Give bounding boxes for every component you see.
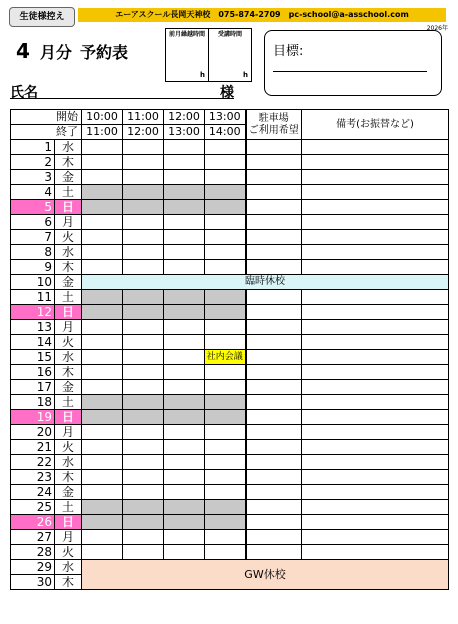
- parking-cell[interactable]: [246, 335, 302, 350]
- parking-cell[interactable]: [246, 245, 302, 260]
- school-info-bar: エーアスクール長岡天神校 075-874-2709 pc-school@a-asschool.com: [78, 8, 446, 22]
- weekday: 日: [55, 305, 82, 320]
- header-row-start: [11, 110, 449, 125]
- day-number: 23: [11, 470, 55, 485]
- slot-cell[interactable]: [123, 350, 164, 365]
- day-number: 5: [11, 200, 55, 215]
- weekday: 金: [55, 380, 82, 395]
- slot-cell: [82, 290, 123, 305]
- slot-cell[interactable]: [123, 320, 164, 335]
- slot-cell[interactable]: [82, 140, 123, 155]
- slot-cell: [164, 500, 205, 515]
- table-row: [11, 350, 449, 365]
- slot-cell[interactable]: [82, 155, 123, 170]
- slot-cell[interactable]: [164, 470, 205, 485]
- notes-cell[interactable]: [302, 185, 449, 200]
- parking-cell[interactable]: [246, 425, 302, 440]
- slot-cell[interactable]: [82, 470, 123, 485]
- day-number: 28: [11, 545, 55, 560]
- slot-end: 14:00: [205, 125, 246, 140]
- slot-cell: [164, 395, 205, 410]
- slot-cell[interactable]: [205, 320, 246, 335]
- slot-cell[interactable]: [123, 155, 164, 170]
- weekday: 月: [55, 215, 82, 230]
- table-row: [11, 470, 449, 485]
- parking-cell[interactable]: [246, 350, 302, 365]
- day-number: 17: [11, 380, 55, 395]
- notes-cell[interactable]: [302, 350, 449, 365]
- slot-cell[interactable]: [123, 365, 164, 380]
- day-number: 22: [11, 455, 55, 470]
- weekday: 水: [55, 140, 82, 155]
- slot-cell[interactable]: [123, 545, 164, 560]
- day-number: 14: [11, 335, 55, 350]
- slot-cell[interactable]: [123, 245, 164, 260]
- carryover-hours-box[interactable]: [165, 28, 209, 82]
- slot-cell[interactable]: [82, 485, 123, 500]
- slot-cell: [205, 185, 246, 200]
- meeting-note: 社内会議: [206, 352, 243, 362]
- slot-cell: [205, 500, 246, 515]
- slot-cell[interactable]: [82, 215, 123, 230]
- day-number: 18: [11, 395, 55, 410]
- notes-cell[interactable]: [302, 365, 449, 380]
- day-number: 4: [11, 185, 55, 200]
- parking-cell[interactable]: [246, 530, 302, 545]
- table-row: [11, 200, 449, 215]
- table-row: [11, 500, 449, 515]
- table-row: [11, 305, 449, 320]
- lesson-hours-box[interactable]: [208, 28, 252, 82]
- end-label: 終了: [11, 125, 82, 140]
- slot-cell[interactable]: [123, 380, 164, 395]
- slot-cell[interactable]: [164, 230, 205, 245]
- slot-cell[interactable]: [82, 320, 123, 335]
- slot-cell: [164, 305, 205, 320]
- slot-cell: [205, 290, 246, 305]
- notes-cell[interactable]: [302, 470, 449, 485]
- slot-cell[interactable]: [123, 455, 164, 470]
- slot-cell[interactable]: [123, 170, 164, 185]
- slot-cell: [123, 200, 164, 215]
- day-number: 12: [11, 305, 55, 320]
- year-label: 2026年: [426, 25, 448, 32]
- slot-cell[interactable]: [123, 335, 164, 350]
- day-number: 6: [11, 215, 55, 230]
- weekday: 月: [55, 530, 82, 545]
- slot-cell[interactable]: [205, 155, 246, 170]
- parking-cell[interactable]: [246, 305, 302, 320]
- notes-cell[interactable]: [302, 290, 449, 305]
- slot-end: 12:00: [123, 125, 164, 140]
- slot-cell[interactable]: [123, 425, 164, 440]
- table-row: [11, 260, 449, 275]
- parking-cell[interactable]: [246, 515, 302, 530]
- day-number: 21: [11, 440, 55, 455]
- day-number: 24: [11, 485, 55, 500]
- slot-cell: [123, 515, 164, 530]
- notes-cell[interactable]: [302, 155, 449, 170]
- notes-cell[interactable]: [302, 200, 449, 215]
- slot-cell[interactable]: [205, 380, 246, 395]
- notes-cell[interactable]: [302, 380, 449, 395]
- weekday: 水: [55, 560, 82, 575]
- weekday: 木: [55, 470, 82, 485]
- slot-cell[interactable]: [82, 230, 123, 245]
- goal-line: [273, 71, 427, 72]
- weekday: 木: [55, 575, 82, 590]
- slot-cell: [164, 185, 205, 200]
- table-row: [11, 410, 449, 425]
- table-row: [11, 485, 449, 500]
- weekday: 土: [55, 290, 82, 305]
- weekday: 日: [55, 410, 82, 425]
- notes-cell[interactable]: [302, 455, 449, 470]
- slot-cell[interactable]: [164, 365, 205, 380]
- slot-cell[interactable]: [123, 215, 164, 230]
- slot-cell[interactable]: [164, 320, 205, 335]
- slot-cell[interactable]: [205, 260, 246, 275]
- notes-cell[interactable]: [302, 320, 449, 335]
- parking-cell[interactable]: [246, 200, 302, 215]
- weekday: 水: [55, 245, 82, 260]
- parking-cell[interactable]: [246, 545, 302, 560]
- slot-cell: [82, 305, 123, 320]
- slot-cell: [123, 305, 164, 320]
- weekday: 木: [55, 155, 82, 170]
- day-number: 20: [11, 425, 55, 440]
- slot-cell: [82, 395, 123, 410]
- table-row: [11, 425, 449, 440]
- weekday: 木: [55, 365, 82, 380]
- notes-cell[interactable]: [302, 215, 449, 230]
- page-title: [16, 39, 128, 63]
- slot-cell[interactable]: [82, 545, 123, 560]
- slot-cell: [82, 500, 123, 515]
- weekday: 木: [55, 260, 82, 275]
- start-label: 開始: [11, 110, 82, 125]
- slot-cell[interactable]: [164, 440, 205, 455]
- slot-cell: [164, 515, 205, 530]
- notes-cell[interactable]: [302, 395, 449, 410]
- honorific-label: 様: [220, 85, 234, 101]
- weekday: 月: [55, 320, 82, 335]
- slot-cell[interactable]: [164, 350, 205, 365]
- day-number: 1: [11, 140, 55, 155]
- weekday: 土: [55, 185, 82, 200]
- parking-cell[interactable]: [246, 320, 302, 335]
- lesson-hours-label: 受講時間: [217, 31, 242, 38]
- table-row: [11, 275, 449, 290]
- slot-cell[interactable]: [82, 425, 123, 440]
- slot-cell[interactable]: [164, 530, 205, 545]
- notes-cell[interactable]: [302, 305, 449, 320]
- weekday: 月: [55, 425, 82, 440]
- slot-cell: [205, 200, 246, 215]
- carryover-label: 前月繰越時間: [168, 31, 205, 38]
- weekday: 日: [55, 200, 82, 215]
- notes-cell[interactable]: [302, 140, 449, 155]
- slot-cell[interactable]: [205, 485, 246, 500]
- day-number: 13: [11, 320, 55, 335]
- slot-cell[interactable]: [82, 350, 123, 365]
- slot-cell: [164, 290, 205, 305]
- table-row: [11, 320, 449, 335]
- slot-cell[interactable]: [205, 530, 246, 545]
- slot-cell: [205, 350, 246, 365]
- parking-cell[interactable]: [246, 365, 302, 380]
- day-number: 27: [11, 530, 55, 545]
- weekday: 土: [55, 395, 82, 410]
- slot-cell: [123, 500, 164, 515]
- parking-cell[interactable]: [246, 215, 302, 230]
- slot-start: 10:00: [82, 110, 123, 125]
- table-row: [11, 230, 449, 245]
- slot-cell: [123, 290, 164, 305]
- table-row: [11, 215, 449, 230]
- table-row: [11, 185, 449, 200]
- slot-cell[interactable]: [164, 215, 205, 230]
- table-row: [11, 560, 449, 575]
- table-row: [11, 170, 449, 185]
- slot-cell[interactable]: [205, 425, 246, 440]
- notes-cell[interactable]: [302, 335, 449, 350]
- slot-cell[interactable]: [164, 245, 205, 260]
- slot-cell[interactable]: [164, 260, 205, 275]
- slot-cell[interactable]: [164, 545, 205, 560]
- table-row: [11, 530, 449, 545]
- parking-cell[interactable]: [246, 155, 302, 170]
- slot-cell[interactable]: [164, 335, 205, 350]
- slot-cell[interactable]: [205, 545, 246, 560]
- table-row: [11, 395, 449, 410]
- carryover-unit: h: [200, 71, 205, 79]
- day-number: 29: [11, 560, 55, 575]
- slot-cell: [164, 200, 205, 215]
- slot-cell[interactable]: [82, 455, 123, 470]
- slot-cell[interactable]: [164, 425, 205, 440]
- weekday: 土: [55, 500, 82, 515]
- table-row: [11, 140, 449, 155]
- parking-cell[interactable]: [246, 380, 302, 395]
- slot-cell[interactable]: [205, 170, 246, 185]
- table-row: [11, 335, 449, 350]
- slot-cell[interactable]: [205, 335, 246, 350]
- slot-cell: [123, 395, 164, 410]
- table-row: [11, 545, 449, 560]
- slot-cell[interactable]: [164, 170, 205, 185]
- slot-cell[interactable]: [164, 155, 205, 170]
- day-number: 16: [11, 365, 55, 380]
- day-number: 3: [11, 170, 55, 185]
- notes-cell[interactable]: [302, 410, 449, 425]
- weekday: 金: [55, 275, 82, 290]
- table-row: [11, 515, 449, 530]
- slot-cell[interactable]: [82, 170, 123, 185]
- notes-header: 備考(お振替など): [302, 110, 449, 140]
- slot-cell: [164, 410, 205, 425]
- day-number: 15: [11, 350, 55, 365]
- slot-cell: [82, 185, 123, 200]
- notes-cell[interactable]: [302, 500, 449, 515]
- goal-label: 目標:: [273, 44, 304, 59]
- day-number: 7: [11, 230, 55, 245]
- parking-cell[interactable]: [246, 290, 302, 305]
- parking-cell[interactable]: [246, 485, 302, 500]
- table-row: [11, 380, 449, 395]
- slot-cell[interactable]: [205, 455, 246, 470]
- slot-cell[interactable]: [205, 365, 246, 380]
- day-number: 8: [11, 245, 55, 260]
- notes-cell[interactable]: [302, 260, 449, 275]
- copy-badge: 生徒様控え: [9, 7, 75, 27]
- weekday: 金: [55, 485, 82, 500]
- slot-cell[interactable]: [123, 530, 164, 545]
- notes-cell[interactable]: [302, 245, 449, 260]
- slot-start: 13:00: [205, 110, 246, 125]
- table-row: [11, 290, 449, 305]
- slot-cell[interactable]: [82, 260, 123, 275]
- slot-end: 11:00: [82, 125, 123, 140]
- slot-cell[interactable]: [82, 245, 123, 260]
- slot-cell: [82, 200, 123, 215]
- notes-cell[interactable]: [302, 425, 449, 440]
- slot-cell: [123, 185, 164, 200]
- weekday: 水: [55, 350, 82, 365]
- slot-cell[interactable]: [205, 140, 246, 155]
- slot-cell[interactable]: [164, 455, 205, 470]
- day-number: 9: [11, 260, 55, 275]
- slot-end: 13:00: [164, 125, 205, 140]
- notes-cell[interactable]: [302, 545, 449, 560]
- day-number: 26: [11, 515, 55, 530]
- day-number: 25: [11, 500, 55, 515]
- parking-cell[interactable]: [246, 185, 302, 200]
- weekday: 火: [55, 545, 82, 560]
- table-row: [11, 455, 449, 470]
- slot-cell[interactable]: [123, 485, 164, 500]
- slot-cell: [205, 305, 246, 320]
- weekday: 日: [55, 515, 82, 530]
- slot-start: 12:00: [164, 110, 205, 125]
- slot-cell: [205, 410, 246, 425]
- slot-cell[interactable]: [123, 470, 164, 485]
- reservation-table: [10, 109, 449, 590]
- slot-cell[interactable]: [82, 335, 123, 350]
- weekday: 火: [55, 230, 82, 245]
- gw-closed-note: GW休校: [82, 560, 449, 590]
- notes-cell[interactable]: [302, 230, 449, 245]
- title-text: 予約表: [79, 43, 128, 62]
- slot-cell[interactable]: [123, 140, 164, 155]
- slot-cell: [123, 410, 164, 425]
- slot-cell[interactable]: [164, 140, 205, 155]
- parking-cell[interactable]: [246, 140, 302, 155]
- goal-box[interactable]: [264, 30, 442, 96]
- slot-cell: [82, 410, 123, 425]
- month-unit: 月分: [39, 43, 72, 62]
- slot-start: 11:00: [123, 110, 164, 125]
- parking-cell[interactable]: [246, 500, 302, 515]
- weekday: 火: [55, 440, 82, 455]
- parking-cell[interactable]: [246, 470, 302, 485]
- slot-cell[interactable]: [82, 380, 123, 395]
- parking-header: [246, 110, 302, 140]
- closed-note: 臨時休校: [82, 275, 449, 290]
- month-number: 4: [16, 39, 30, 63]
- notes-cell[interactable]: [302, 515, 449, 530]
- notes-cell[interactable]: [302, 440, 449, 455]
- slot-cell[interactable]: [164, 485, 205, 500]
- slot-cell[interactable]: [205, 470, 246, 485]
- table-row: [11, 245, 449, 260]
- weekday: 水: [55, 455, 82, 470]
- slot-cell[interactable]: [82, 530, 123, 545]
- table-row: [11, 440, 449, 455]
- parking-cell[interactable]: [246, 455, 302, 470]
- parking-cell[interactable]: [246, 230, 302, 245]
- parking-cell[interactable]: [246, 395, 302, 410]
- slot-cell[interactable]: [123, 440, 164, 455]
- slot-cell: [205, 515, 246, 530]
- weekday: 火: [55, 335, 82, 350]
- name-field-line[interactable]: [10, 98, 234, 99]
- slot-cell[interactable]: [205, 245, 246, 260]
- table-row: [11, 365, 449, 380]
- notes-cell[interactable]: [302, 485, 449, 500]
- lesson-hours-unit: h: [243, 71, 248, 79]
- day-number: 30: [11, 575, 55, 590]
- notes-cell[interactable]: [302, 530, 449, 545]
- slot-cell[interactable]: [123, 230, 164, 245]
- table-row: [11, 155, 449, 170]
- day-number: 2: [11, 155, 55, 170]
- day-number: 19: [11, 410, 55, 425]
- day-number: 11: [11, 290, 55, 305]
- slot-cell[interactable]: [164, 380, 205, 395]
- name-label: 氏名: [10, 85, 38, 101]
- slot-cell[interactable]: [205, 215, 246, 230]
- parking-cell[interactable]: [246, 170, 302, 185]
- parking-cell[interactable]: [246, 410, 302, 425]
- parking-cell[interactable]: [246, 260, 302, 275]
- slot-cell[interactable]: [205, 230, 246, 245]
- slot-cell: [82, 515, 123, 530]
- parking-header-text: 駐車場 ご利用希望: [248, 112, 299, 136]
- slot-cell[interactable]: [82, 365, 123, 380]
- slot-cell[interactable]: [82, 440, 123, 455]
- weekday: 金: [55, 170, 82, 185]
- slot-cell[interactable]: [123, 260, 164, 275]
- slot-cell[interactable]: [205, 440, 246, 455]
- parking-cell[interactable]: [246, 440, 302, 455]
- notes-cell[interactable]: [302, 170, 449, 185]
- day-number: 10: [11, 275, 55, 290]
- slot-cell: [205, 395, 246, 410]
